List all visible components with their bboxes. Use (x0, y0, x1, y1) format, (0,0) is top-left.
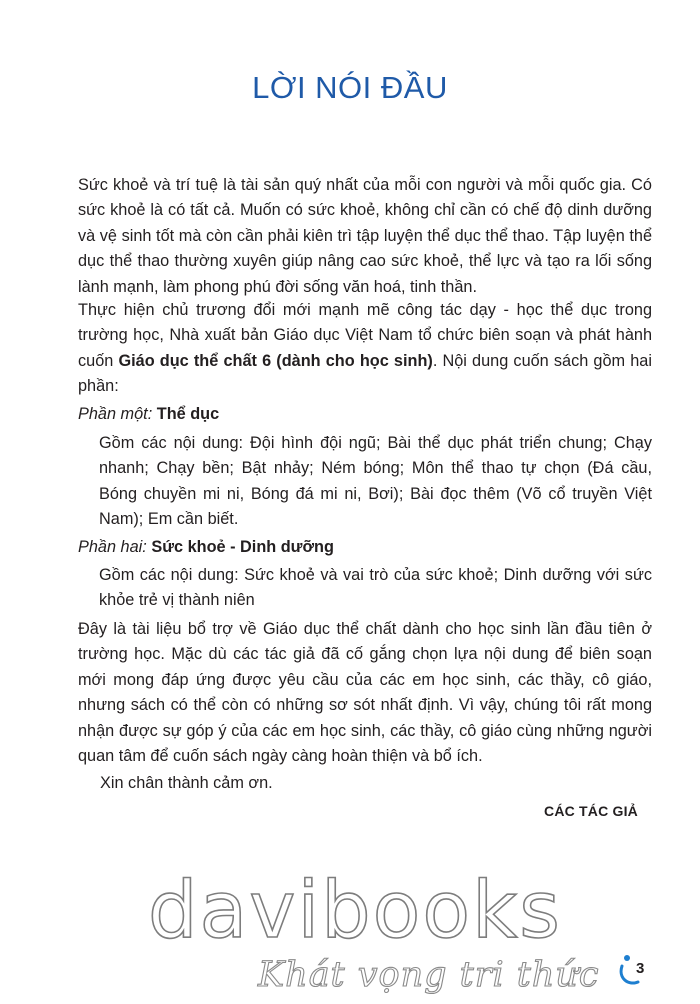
purpose-text-after: . Nội dung cuốn sách gồm hai phần: (78, 351, 652, 396)
purpose-paragraph (78, 298, 652, 400)
watermark-brand: davibooks (148, 866, 562, 956)
authors-signature: CÁC TÁC GIẢ (544, 803, 638, 819)
part-one-name: Thể dục (156, 405, 220, 423)
part-one-lead: Phần một: (78, 405, 153, 423)
intro-paragraph: Sức khoẻ và trí tuệ là tài sản quý nhất của mỗi con người và mỗi quốc gia. Có sức khoẻ là có tất cả. Muốn có sức khoẻ, không chỉ cần có chế độ dinh dưỡng và vệ sinh tốt mà còn cần phải kiên trì tập luyện thể dục thể thao. Tập luyện thể dục thể thao thường xuyên giúp nâng cao sức khoẻ, thể lực và tạo ra lối sống lành mạnh, làm phong phú đời sống văn hoá, tinh thần. (78, 176, 652, 296)
part-two-name: Sức khoẻ - Dinh dưỡng (151, 538, 334, 556)
part-one-content: Gồm các nội dung: Đội hình đội ngũ; Bài thể dục phát triển chung; Chạy nhanh; Chạy bền; Bật nhảy; Ném bóng; Môn thể thao tự chọn (Đá cầu, Bóng chuyền mi ni, Bóng đá mi ni, Bơi); Bài đọc thêm (Võ cổ truyền Việt Nam); Em cần biết. (99, 434, 652, 529)
closing-paragraph: Đây là tài liệu bổ trợ về Giáo dục thể chất dành cho học sinh lần đầu tiên ở trường học. Mặc dù các tác giả đã cố gắng chọn lựa nội dung để biên soạn mới mong đáp ứng được yêu cầu của các em học sinh, các thầy, cô giáo, nhưng sách có thể còn có những sơ sót nhất định. Vì vậy, chúng tôi rất mong nhận được sự góp ý của các em học sinh, các thầy, cô giáo cùng những người quan tâm để cuốn sách ngày càng hoàn thiện và bổ ích. (78, 620, 652, 766)
purpose-text-before: Thực hiện chủ trương đổi mới mạnh mẽ công tác dạy - học thể dục trong trường học, Nhà xuất bản Giáo dục Việt Nam tổ chức biên soạn và phát hành cuốn (78, 301, 652, 370)
thanks-line: Xin chân thành cảm ơn. (100, 774, 273, 792)
part-two-lead: Phần hai: (78, 538, 147, 556)
page-number: 3 (636, 960, 645, 977)
watermark-slogan: Khát vọng tri thức (258, 955, 600, 995)
book-title: Giáo dục thể chất 6 (dành cho học sinh) (118, 351, 433, 370)
part-two-heading (78, 535, 334, 560)
page-number-marker (618, 952, 658, 988)
part-one-heading (78, 402, 219, 427)
page-title: LỜI NÓI ĐẦU (252, 70, 448, 105)
part-two-content: Gồm các nội dung: Sức khoẻ và vai trò của sức khoẻ; Dinh dưỡng với sức khỏe trẻ vị thành niên (99, 566, 652, 610)
